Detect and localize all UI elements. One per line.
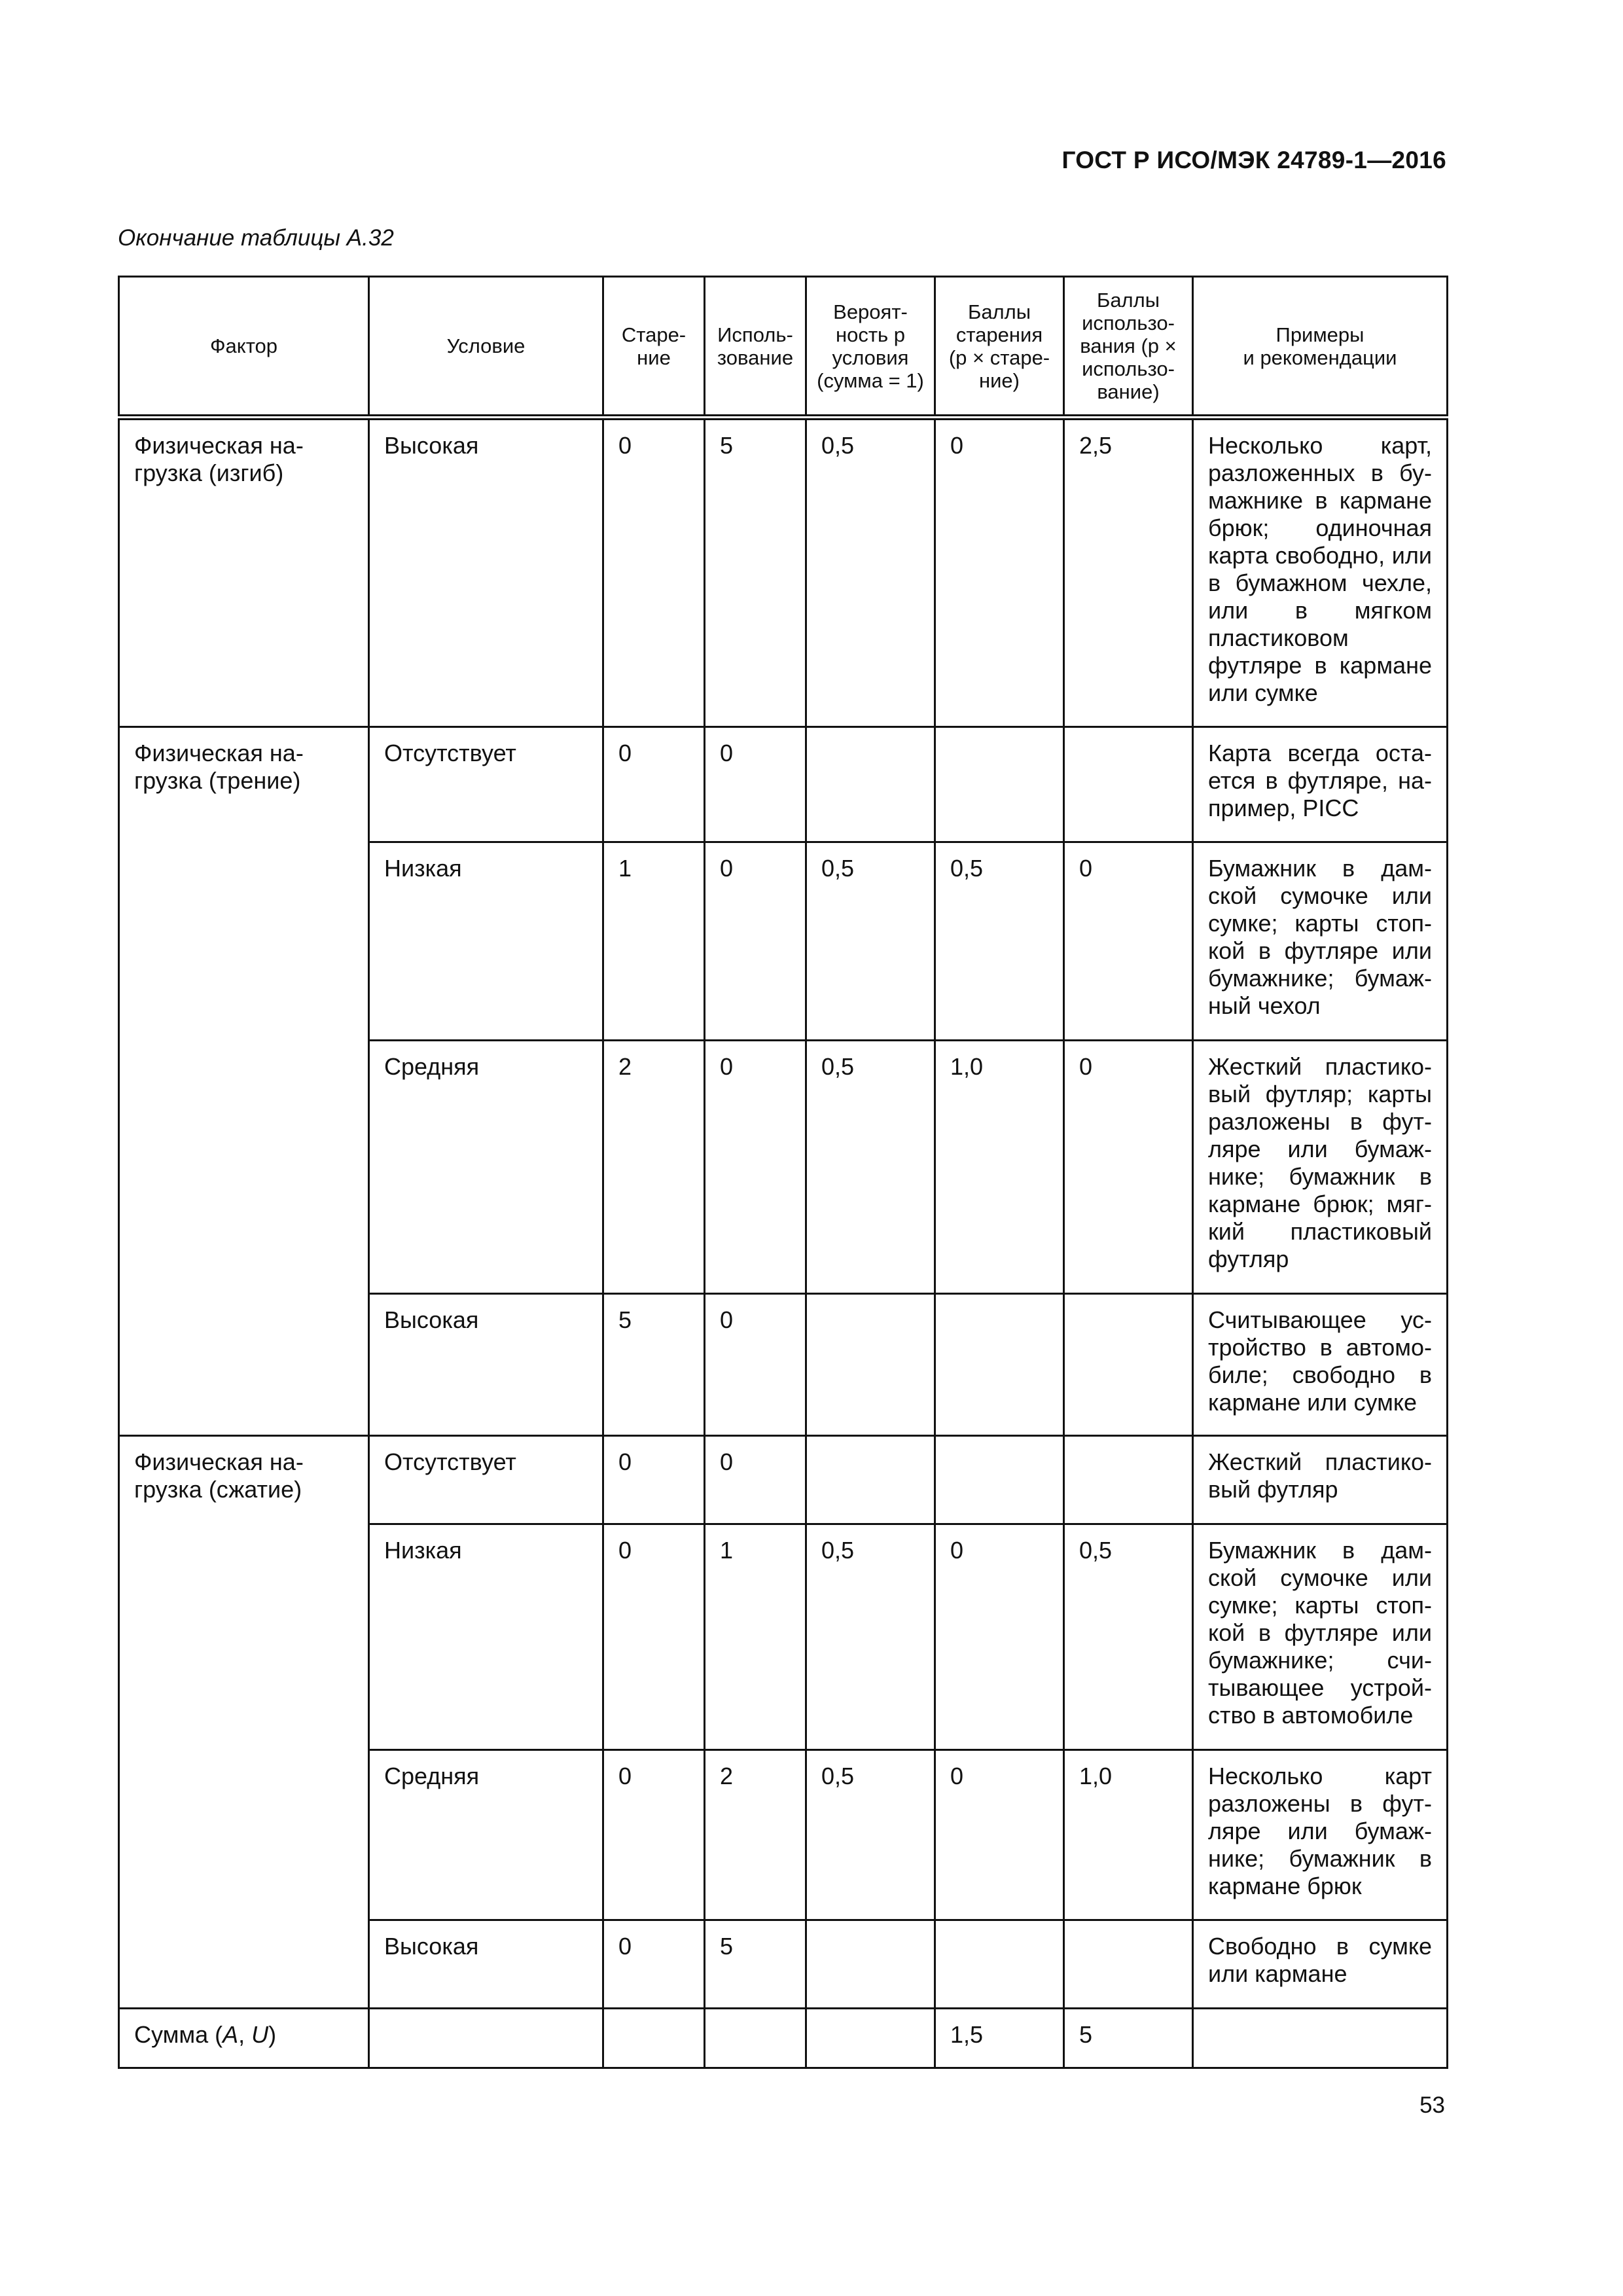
aging-cell: 5: [603, 1294, 705, 1436]
aging-cell: 0: [603, 1920, 705, 2009]
usage-score-cell: 1,0: [1064, 1750, 1193, 1920]
factor-cell: Физическая нагрузка (сжатие): [119, 1436, 369, 2009]
usage-cell: 5: [705, 418, 806, 727]
condition-cell: Средняя: [369, 1041, 603, 1294]
example-cell: Несколько карт, разложенных в бумажнике в кармане брюк; одиночная карта свободно, или в бумажном чехле, или в мягком пластиковом футляре в кармане или сумке: [1193, 418, 1448, 727]
usage-cell: 5: [705, 1920, 806, 2009]
example-cell: Бумажник в дамской сумочке или сумке; карты стопкой в футляре или бумажнике; бумажный чехол: [1193, 842, 1448, 1041]
page-number: 53: [1419, 2092, 1445, 2118]
aging-cell: 0: [603, 418, 705, 727]
condition-cell: Низкая: [369, 1524, 603, 1750]
condition-cell: Отсутствует: [369, 1436, 603, 1524]
usage-score-cell: 0: [1064, 842, 1193, 1041]
usage-score-cell: [1064, 1294, 1193, 1436]
header-usage: Исполь- зование: [705, 277, 806, 418]
header-usage-score: Баллы использо- вания (p × использо- вание): [1064, 277, 1193, 418]
empty-cell: [806, 2009, 935, 2068]
aging-score-cell: [935, 1294, 1064, 1436]
aging-score-cell: [935, 1436, 1064, 1524]
header-factor: Фактор: [119, 277, 369, 418]
probability-cell: [806, 1294, 935, 1436]
empty-cell: [369, 2009, 603, 2068]
sum-aging-score: 1,5: [935, 2009, 1064, 2068]
condition-cell: Высокая: [369, 1294, 603, 1436]
aging-cell: 0: [603, 1524, 705, 1750]
example-cell: Жесткий пластиковый футляр; карты разложены в футляре или бумажнике; бумажник в кармане брюк; мягкий пластиковый футляр: [1193, 1041, 1448, 1294]
aging-cell: 0: [603, 1750, 705, 1920]
probability-cell: 0,5: [806, 1041, 935, 1294]
condition-cell: Низкая: [369, 842, 603, 1041]
example-cell: Считывающее устройство в автомобиле; свободно в кармане или сумке: [1193, 1294, 1448, 1436]
empty-cell: [1193, 2009, 1448, 2068]
document-header: ГОСТ Р ИСО/МЭК 24789-1—2016: [1061, 147, 1446, 173]
probability-cell: [806, 1436, 935, 1524]
probability-cell: 0,5: [806, 1524, 935, 1750]
header-examples: Примеры и рекомендации: [1193, 277, 1448, 418]
usage-score-cell: 2,5: [1064, 418, 1193, 727]
usage-cell: 0: [705, 1436, 806, 1524]
aging-score-cell: [935, 1920, 1064, 2009]
table-caption: Окончание таблицы А.32: [118, 225, 394, 251]
usage-cell: 0: [705, 842, 806, 1041]
example-cell: Бумажник в дамской сумочке или сумке; карты стопкой в футляре или бумажнике; считывающее устройство в автомобиле: [1193, 1524, 1448, 1750]
sum-label: Сумма (A, U): [119, 2009, 369, 2068]
aging-cell: 2: [603, 1041, 705, 1294]
example-cell: Карта всегда остается в футляре, например, PICC: [1193, 727, 1448, 842]
usage-cell: 0: [705, 1294, 806, 1436]
usage-cell: 1: [705, 1524, 806, 1750]
aging-score-cell: 0: [935, 418, 1064, 727]
usage-score-cell: [1064, 1436, 1193, 1524]
condition-cell: Отсутствует: [369, 727, 603, 842]
header-aging: Старе- ние: [603, 277, 705, 418]
data-table: [118, 276, 1448, 2069]
empty-cell: [705, 2009, 806, 2068]
usage-cell: 0: [705, 727, 806, 842]
aging-cell: 1: [603, 842, 705, 1041]
usage-cell: 2: [705, 1750, 806, 1920]
condition-cell: Высокая: [369, 418, 603, 727]
aging-score-cell: 0,5: [935, 842, 1064, 1041]
usage-score-cell: 0,5: [1064, 1524, 1193, 1750]
factor-cell: Физическая нагрузка (изгиб): [119, 418, 369, 727]
usage-score-cell: 0: [1064, 1041, 1193, 1294]
probability-cell: 0,5: [806, 1750, 935, 1920]
aging-score-cell: 1,0: [935, 1041, 1064, 1294]
aging-cell: 0: [603, 727, 705, 842]
probability-cell: 0,5: [806, 418, 935, 727]
table-row: [119, 418, 1448, 727]
table-header-row: [119, 277, 1448, 418]
header-condition: Условие: [369, 277, 603, 418]
usage-score-cell: [1064, 1920, 1193, 2009]
aging-cell: 0: [603, 1436, 705, 1524]
sum-row: [119, 2009, 1448, 2068]
example-cell: Несколько карт разложены в футляре или бумажнике; бумажник в кармане брюк: [1193, 1750, 1448, 1920]
condition-cell: Средняя: [369, 1750, 603, 1920]
probability-cell: [806, 727, 935, 842]
probability-cell: [806, 1920, 935, 2009]
example-cell: Свободно в сумке или кармане: [1193, 1920, 1448, 2009]
table-row: [119, 1436, 1448, 1524]
empty-cell: [603, 2009, 705, 2068]
probability-cell: 0,5: [806, 842, 935, 1041]
table-row: [119, 727, 1448, 842]
aging-score-cell: 0: [935, 1524, 1064, 1750]
sum-usage-score: 5: [1064, 2009, 1193, 2068]
usage-score-cell: [1064, 727, 1193, 842]
usage-cell: 0: [705, 1041, 806, 1294]
factor-cell: Физическая нагрузка (трение): [119, 727, 369, 1436]
condition-cell: Высокая: [369, 1920, 603, 2009]
example-cell: Жесткий пластиковый футляр: [1193, 1436, 1448, 1524]
aging-score-cell: 0: [935, 1750, 1064, 1920]
header-probability: Вероят- ность p условия (сумма = 1): [806, 277, 935, 418]
aging-score-cell: [935, 727, 1064, 842]
header-aging-score: Баллы старения (p × старе- ние): [935, 277, 1064, 418]
